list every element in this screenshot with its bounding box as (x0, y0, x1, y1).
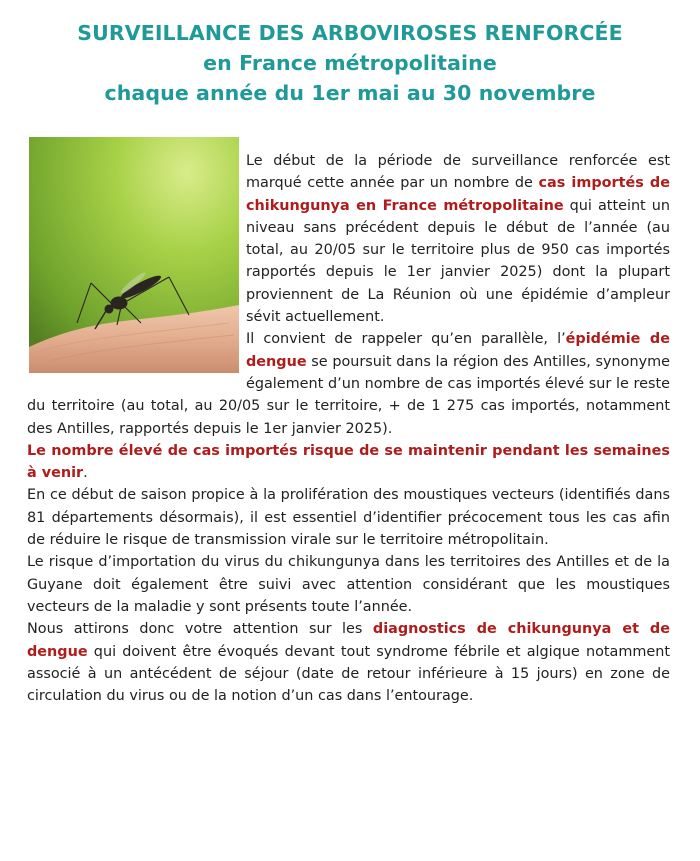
text-run: Il convient de rappeler qu’en parallèle, l’ (246, 331, 566, 348)
article-body (27, 150, 670, 707)
paragraph-season: En ce début de saison propice à la prolifération des moustiques vecteurs (identifiés dans 81 départements désormais), il est essentiel d’identifier précocement tous les cas afin de réduire le risque de transmission virale sur le territoire métropolitain. (27, 487, 670, 549)
title-line-2: en France métropolitaine (203, 51, 497, 75)
text-run: Le début de la période de surveillance renforcée est marqué cette année par un nombre de (246, 153, 670, 192)
title-line-1: SURVEILLANCE DES ARBOVIROSES RENFORCÉE (77, 21, 623, 45)
text-run: qui atteint un niveau sans précédent depuis le début de l’année (au total, au 20/05 sur le territoire plus de 950 cas importés rapportés depuis le 1er janvier 2025) dont la plupart proviennent de La Réunion où une épidémie d’ampleur sévit actuellement. (246, 197, 671, 326)
paragraph-antilles: Le risque d’importation du virus du chikungunya dans les territoires des Antilles et de la Guyane doit également être suivi avec attention considérant que les moustiques vecteurs de la maladie y sont présents toute l’année. (27, 554, 670, 615)
text-run: . (83, 465, 88, 482)
text-run: Nous attirons donc votre attention sur les (27, 621, 373, 638)
highlight-warning: Le nombre élevé de cas importés risque de se maintenir pendant les semaines à venir (27, 442, 670, 482)
highlight-dengue: épidémie de dengue (246, 331, 670, 370)
paragraph-warning (27, 440, 670, 485)
page-title (0, 18, 700, 108)
text-run: qui doivent être évoqués devant tout syndrome fébrile et algique notamment associé à un antécédent de séjour (date de retour inférieure à 15 jours) en zone de circulation du virus ou de la notion d’un cas dans l’entourage. (27, 643, 670, 705)
highlight-diagnostics: diagnostics de chikungunya et de dengue (27, 621, 670, 660)
highlight-chikungunya: cas importés de chikungunya en France métropolitaine (246, 175, 670, 214)
text-run: se poursuit dans la région des Antilles, synonyme également d’un nombre de cas importés élevé sur le reste du territoire (au total, au 20/05 sur le territoire, + de 1 275 cas importés, notamment des Antilles, rapportés depuis le 1er janvier 2025). (27, 353, 670, 437)
paragraph-diagnostics (27, 618, 670, 707)
title-line-3: chaque année du 1er mai au 30 novembre (104, 81, 596, 105)
image-wrap-spacer (27, 150, 246, 382)
